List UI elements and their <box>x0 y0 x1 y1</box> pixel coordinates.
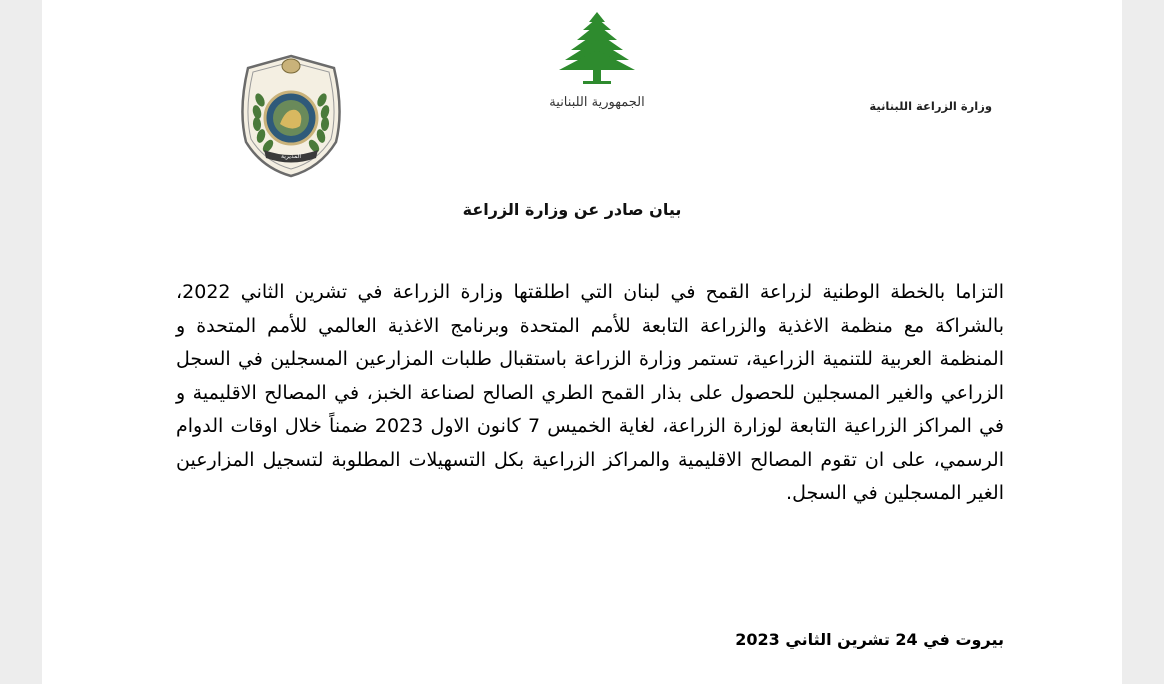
statement-body: التزاما بالخطة الوطنية لزراعة القمح في لبنان التي اطلقتها وزارة الزراعة في تشرين الثاني 2022، بالشراكة مع منظمة الاغذية والزراعة التابعة للأمم المتحدة وبرنامج الاغذية العالمي للأمم المتحدة و المنظمة العربية للتنمية الزراعية، تستمر وزارة الزراعة باستقبال طلبات المزارعين المسجلين في السجل الزراعي والغير المسجلين للحصول على بذار القمح الطري الصالح لصناعة الخبز، في المصالح الاقليمية و في المراكز الزراعية التابعة لوزارة الزراعة، لغاية الخميس 7 كانون الاول 2023 ضمناً خلال اوقات الدوام الرسمي، على ان تقوم المصالح الاقليمية والمراكز الزراعية بكل التسهيلات المطلوبة لتسجيل المزارعين الغير المسجلين في السجل. <box>176 281 1005 504</box>
statement-title: بيان صادر عن وزارة الزراعة <box>462 200 682 219</box>
directorate-emblem-icon <box>230 50 352 180</box>
document-page <box>42 0 1122 684</box>
emblem-banner-text: المديرية <box>281 153 301 160</box>
date-line: بيروت في 24 تشرين الثاني 2023 <box>735 630 1004 649</box>
republic-name: الجمهورية اللبنانية <box>549 95 645 110</box>
cedar-icon <box>557 10 637 86</box>
ministry-name: وزارة الزراعة اللبنانية <box>869 99 992 113</box>
